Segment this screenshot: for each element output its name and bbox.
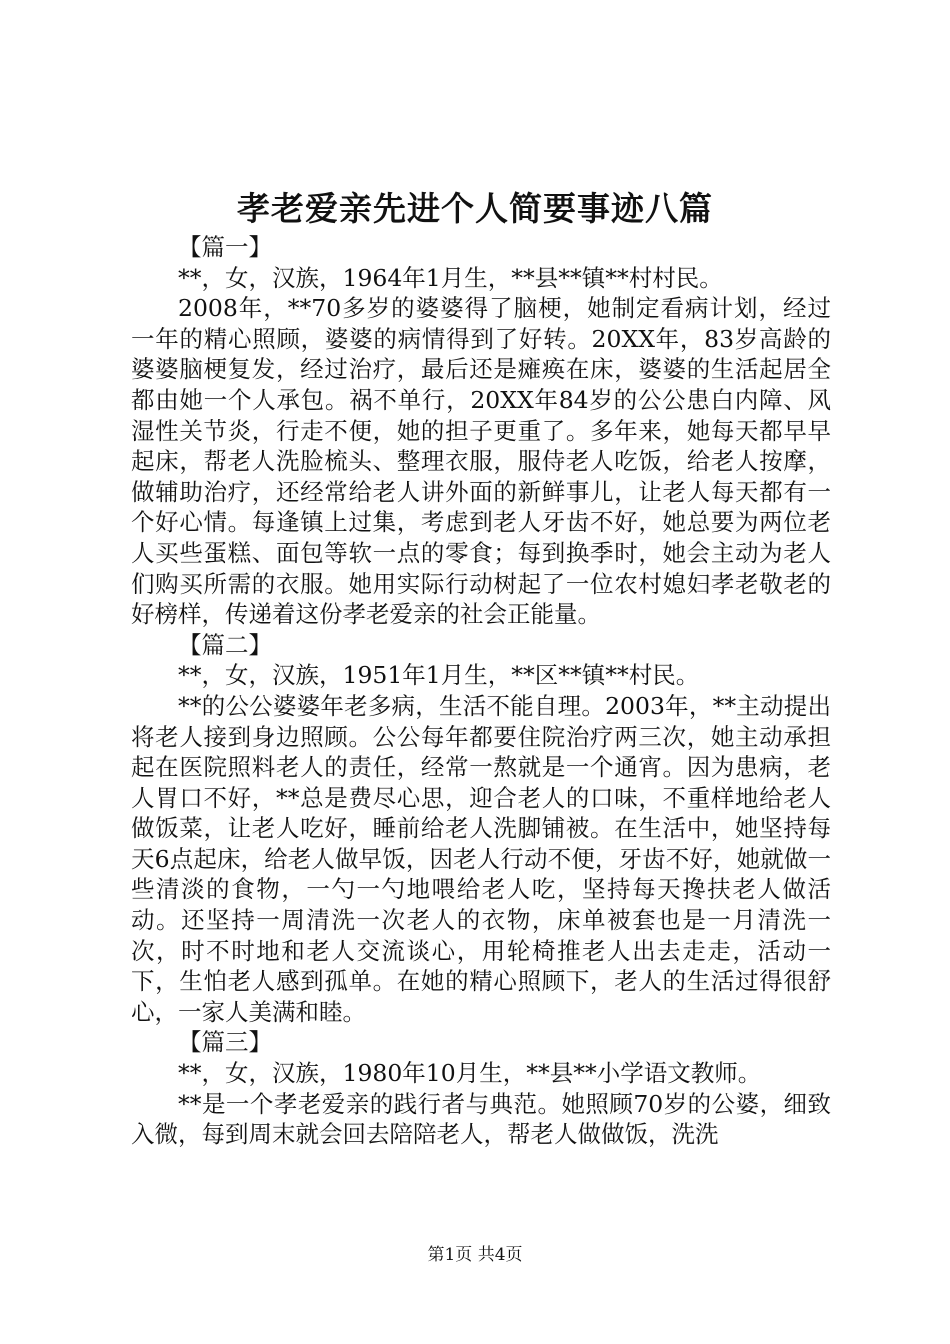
paragraph: 2008年，**70多岁的婆婆得了脑梗，她制定看病计划，经过一年的精心照顾，婆婆的病情得到了好转。20XX年，83岁高龄的婆婆脑梗复发，经过治疗，最后还是瘫痪在床，婆婆的生活起居全都由她一个人承包。祸不单行，20XX年84岁的公公患白内障、风湿性关节炎，行走不便，她的担子更重了。多年来，她每天都早早起床，帮老人洗脸梳头、整理衣服，服侍老人吃饭，给老人按摩，做辅助治疗，还经常给老人讲外面的新鲜事儿，让老人每天都有一个好心情。每逢镇上过集，考虑到老人牙齿不好，她总要为两位老人买些蛋糕、面包等软一点的零食；每到换季时，她会主动为老人们购买所需的衣服。她用实际行动树起了一位农村媳妇孝老敬老的好榜样，传递着这份孝老爱亲的社会正能量。 bbox=[131, 294, 831, 629]
paragraph: **，女，汉族，1964年1月生，**县**镇**村村民。 bbox=[178, 263, 723, 292]
paragraph: **，女，汉族，1951年1月生，**区**镇**村民。 bbox=[178, 661, 700, 690]
paragraph: **，女，汉族，1980年10月生，**县**小学语文教师。 bbox=[178, 1059, 762, 1088]
paragraph: **的公公婆婆年老多病，生活不能自理。2003年，**主动提出将老人接到身边照顾。公公每年都要住院治疗两三次，她主动承担起在医院照料老人的责任，经常一熬就是一个通宵。因为患病，老人胃口不好，**总是费尽心思，迎合老人的口味，不重样地给老人做饭菜，让老人吃好，睡前给老人洗脚铺被。在生活中，她坚持每天6点起床，给老人做早饭，因老人行动不便，牙齿不好，她就做一些清淡的食物，一勺一勺地喂给老人吃，坚持每天搀扶老人做活动。还坚持一周清洗一次老人的衣物，床单被套也是一月清洗一次，时不时地和老人交流谈心，用轮椅推老人出去走走，活动一下，生怕老人感到孤单。在她的精心照顾下，老人的生活过得很舒心，一家人美满和睦。 bbox=[131, 691, 831, 1026]
page-indicator: 第1页 共4页 bbox=[427, 1245, 523, 1265]
document-body bbox=[131, 232, 831, 1150]
section-heading-3: 【篇三】 bbox=[178, 1028, 272, 1057]
document-title: 孝老爱亲先进个人简要事迹八篇 bbox=[237, 189, 713, 228]
section-heading-2: 【篇二】 bbox=[178, 630, 272, 659]
section-heading-1: 【篇一】 bbox=[178, 233, 272, 261]
paragraph: **是一个孝老爱亲的践行者与典范。她照顾70岁的公婆，细致入微，每到周末就会回去陪陪老人，帮老人做做饭，洗洗 bbox=[131, 1089, 831, 1149]
